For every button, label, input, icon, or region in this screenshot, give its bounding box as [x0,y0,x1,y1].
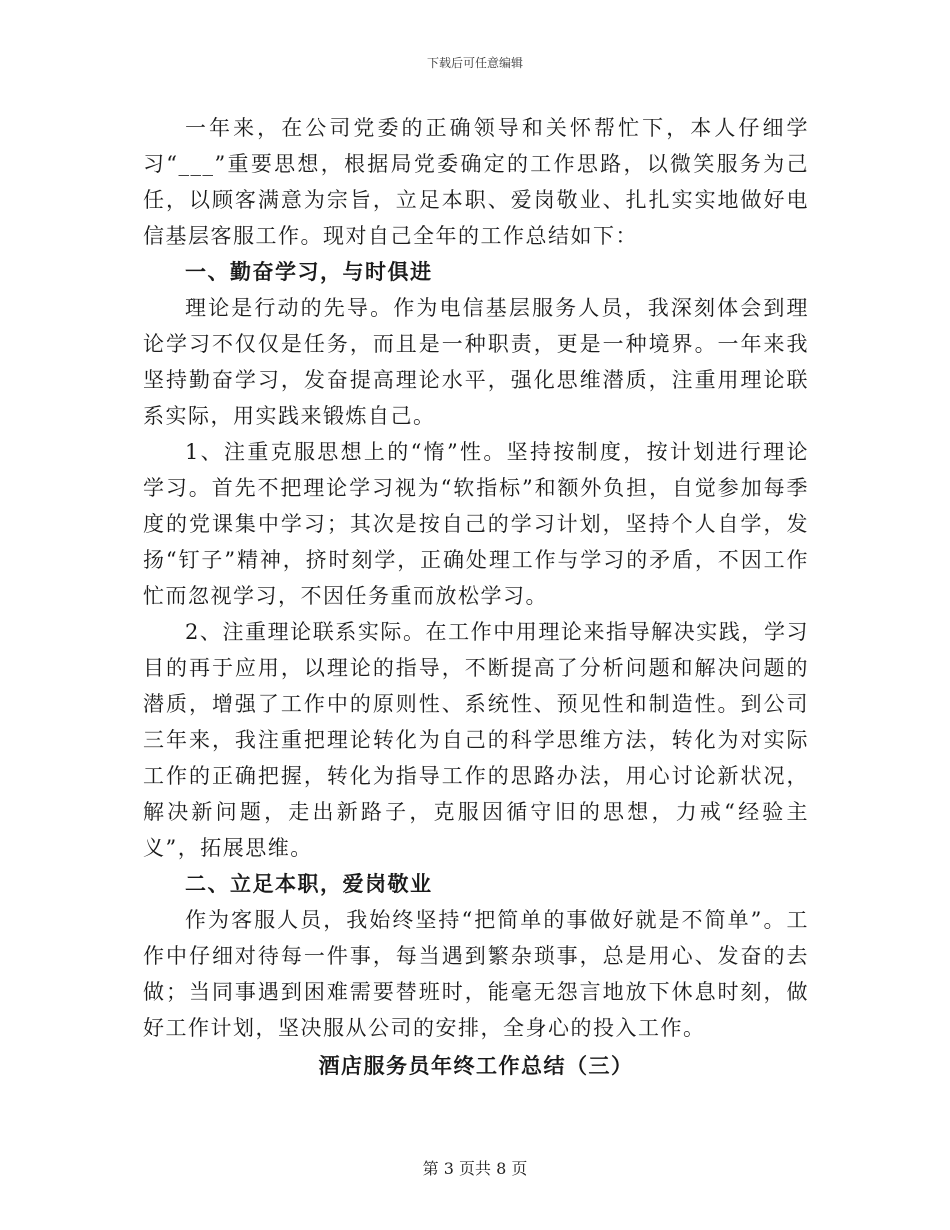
section-1-paragraph: 理论是行动的先导。作为电信基层服务人员，我深刻体会到理论学习不仅仅是任务，而且是一种职责，更是一种境界。一年来我坚持勤奋学习，发奋提高理论水平，强化思维潜质，注重用理论联系实际，用实践来锻炼自己。 [143,296,809,428]
intro-paragraph: 一年来，在公司党委的正确领导和关怀帮忙下，本人仔细学习“___”重要思想，根据局党委确定的工作思路，以微笑服务为己任，以顾客满意为宗旨，立足本职、爱岗敬业、扎扎实实地做好电信基层客服工作。现对自己全年的工作总结如下： [143,116,809,248]
section-heading-2: 二、立足本职，爱岗敬业 [185,871,433,896]
next-document-title: 酒店服务员年终工作总结（三） [318,1053,634,1078]
list-item-2: 2、注重理论联系实际。在工作中用理论来指导解决实践，学习目的再于应用，以理论的指导，不断提高了分析问题和解决问题的潜质，增强了工作中的原则性、系统性、预见性和制造性。到公司三年来，我注重把理论转化为自己的科学思维方法，转化为对实际工作的正确把握，转化为指导工作的思路办法，用心讨论新状况，解决新问题，走出新路子，克服因循守旧的思想，力戒“经验主义”，拓展思维。 [143,620,809,860]
section-heading-1: 一、勤奋学习，与时俱进 [185,259,433,284]
page-number: 第 3 页共 8 页 [422,1159,528,1178]
document-body [143,110,809,1084]
page-header: 下载后可任意编辑 [426,56,523,70]
list-item-1: 1、注重克服思想上的“惰”性。坚持按制度，按计划进行理论学习。首先不把理论学习视为“软指标”和额外负担，自觉参加每季度的党课集中学习；其次是按自己的学习计划，坚持个人自学，发扬“钉子”精神，挤时刻学，正确处理工作与学习的矛盾，不因工作忙而忽视学习，不因任务重而放松学习。 [143,440,809,608]
section-2-paragraph: 作为客服人员，我始终坚持“把简单的事做好就是不简单”。工作中仔细对待每一件事，每当遇到繁杂琐事，总是用心、发奋的去做；当同事遇到困难需要替班时，能毫无怨言地放下休息时刻，做好工作计划，坚决服从公司的安排，全身心的投入工作。 [143,908,809,1040]
